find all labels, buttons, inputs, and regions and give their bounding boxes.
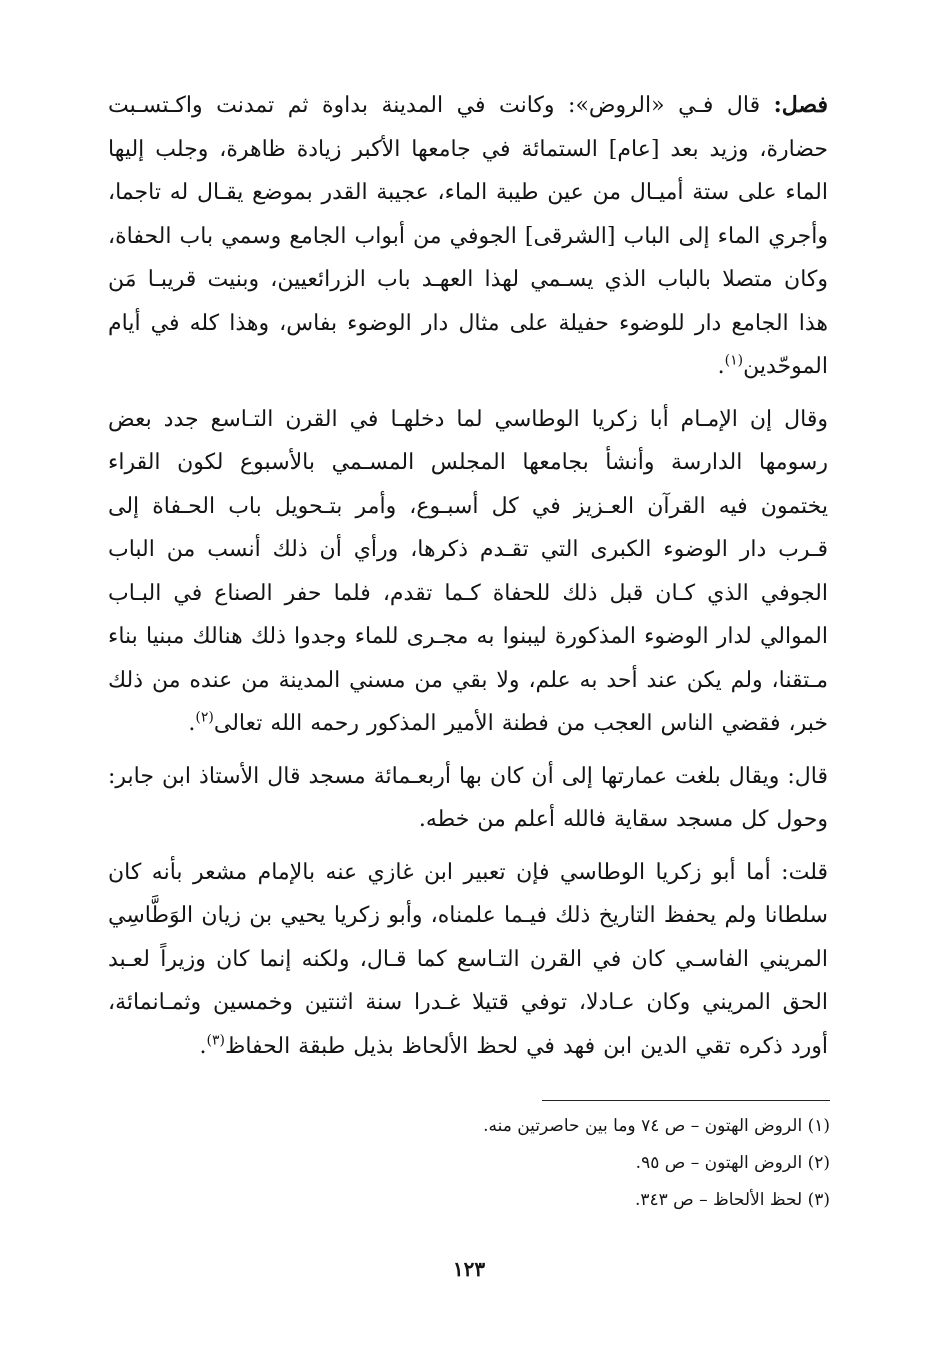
footnote-divider (542, 1100, 830, 1101)
footnote-list (110, 1108, 830, 1219)
paragraph (108, 851, 828, 1069)
paragraph-tail: . (188, 711, 196, 736)
paragraph (108, 84, 828, 389)
page-number: ١٢٣ (452, 1257, 486, 1281)
footnote-reference: (٣) (206, 1032, 225, 1049)
footnote-reference: (٢) (195, 709, 214, 726)
paragraph (108, 398, 828, 746)
paragraph-text: قال: ويقال بلغت عمارتها إلى أن كان بها أربعـمائة مسجد قال الأستاذ ابن جابر: وحول كل مسجد سقاية فالله أعلم من خطه. (108, 763, 828, 832)
footnote: (١) الروض الهتون – ص ٧٤ وما بين حاصرتين منه. (483, 1116, 830, 1136)
page-body (108, 84, 828, 1068)
paragraph (108, 755, 828, 842)
footnote-reference: (١) (724, 352, 744, 369)
paragraph-tail: . (199, 1033, 207, 1059)
paragraph-lead: فصل: (773, 92, 828, 118)
footnote: (٢) الروض الهتون – ص ٩٥. (635, 1153, 830, 1173)
paragraph-text: وقال إن الإمـام أبا زكريا الوطاسي لما دخلهـا في القرن التـاسع جدد بعض رسومها الدارسة وأنشأ بجامعها المجلس المسـمي بالأسبوع لكون القراء يختمون فيه القرآن العـزيز في كل أسبـوع، وأمر بتـحويل باب الحـفاة إلى قـرب دار الوضوء الكبرى التي تقـدم ذكرها، ورأي أن ذلك أنسب من الباب الجوفي الذي كـان قبل ذلك للحفاة كـما تقدم، فلما حفر الصناع في البـاب الموالي لدار الوضوء المذكورة ليبنوا به مجـرى للماء وجدوا ذلك هنالك مبنيا بناء مـتقنا، ولم يكن عند أحد به علم، ولا بقي من مسني المدينة من عنده من ذلك خبر، فقضي الناس العجب من فطنة الأمير المذكور رحمه الله تعالى (108, 406, 828, 736)
paragraph-text: قال فـي «الروض»: وكانت في المدينة بداوة ثم تمدنت واكـتسـبت حضارة، وزيد بعد [عام] الستمائة في جامعها الأكبر زيادة ظاهرة، وجلب إليها الماء على ستة أميـال من عين طيبة الماء، عجيبة القدر بموضع يقـال له تاجما، وأجري الماء إلى الباب [الشرقى] الجوفي من أبواب الجامع وسمي باب الحفاة، وكان متصلا بالباب الذي يسـمي لهذا العهـد باب الزرائعيين، وبنيت قريبـا مَن هذا الجامع دار للوضوء حفيلة على مثال دار الوضوء بفاس، وهذا كله في أيام الموحّدين (108, 93, 828, 379)
paragraph-text: قلت: أما أبو زكريا الوطاسي فإن تعبير ابن غازي عنه بالإمام مشعر بأنه كان سلطانا ولم يحفظ التاريخ ذلك فيـما علمناه، وأبو زكريا يحيي بن زيان الوَطَّاسِي المريني الفاسـي كان في القرن التـاسع كما قـال، ولكنه إنما كان وزيراً لعـبد الحق المريني وكان عـادلا، توفي قتيلا غـدرا سنة اثنتين وخمسين وثمـانمائة، أورد ذكره تقي الدين ابن فهد في لحظ الألحاظ بذيل طبقة الحفاظ (108, 859, 828, 1059)
footnote: (٣) لحظ الألحاظ – ص ٣٤٣. (634, 1190, 830, 1210)
paragraph-tail: . (717, 354, 725, 379)
